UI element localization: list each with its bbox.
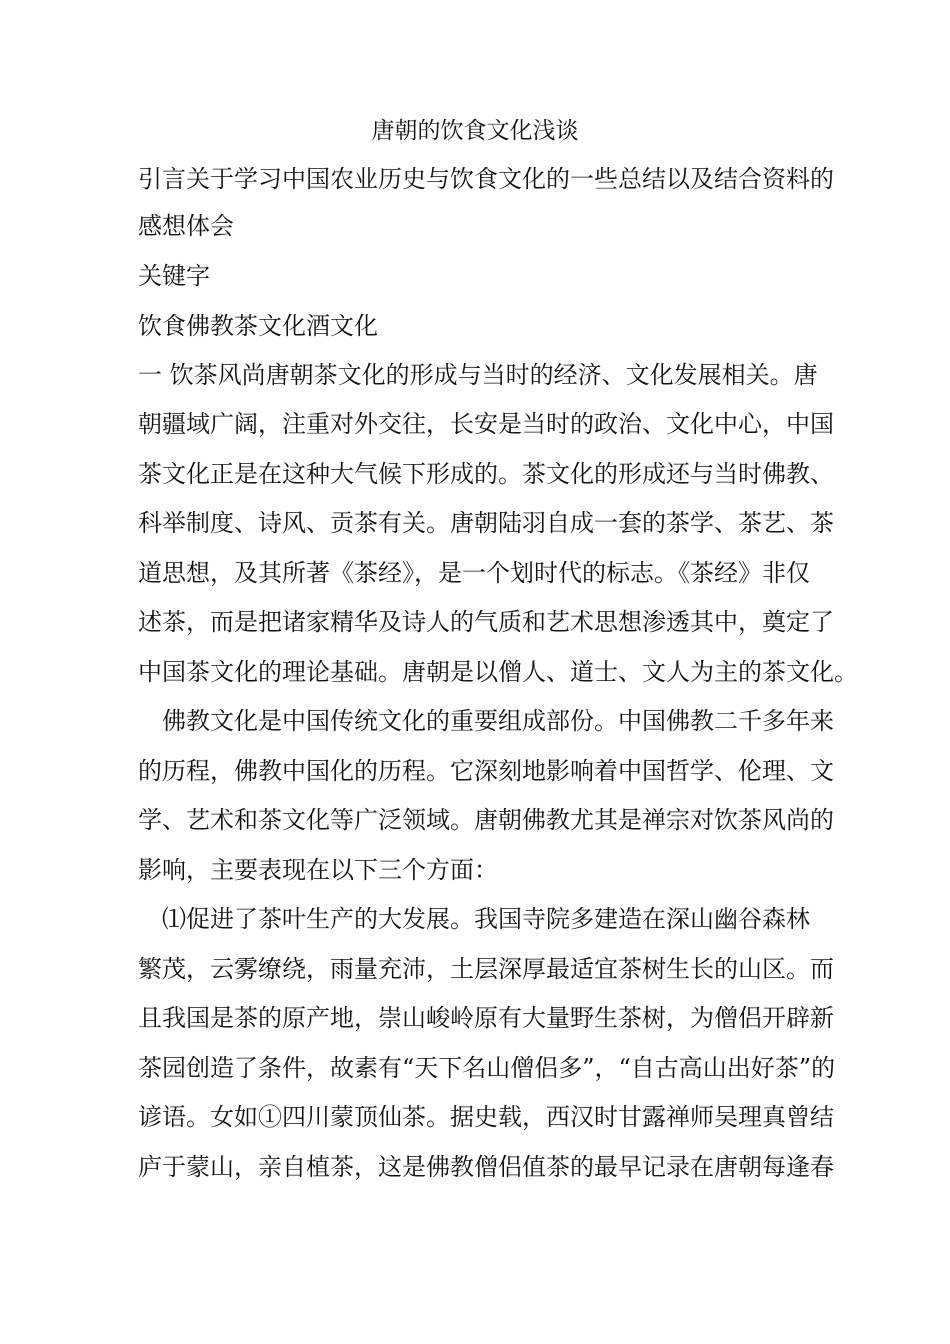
- text-line: 的历程，佛教中国化的历程。它深刻地影响着中国哲学、伦理、文: [138, 757, 834, 785]
- document-title: 唐朝的饮食文化浅谈: [371, 118, 579, 144]
- text-line: 繁茂，云雾缭绕，雨量充沛，土层深厚最适宜茶树生长的山区。而: [138, 955, 834, 983]
- text-line: 关键字: [138, 262, 210, 290]
- text-line: 影响，主要表现在以下三个方面：: [138, 856, 498, 884]
- text-line: 科举制度、诗风、贡茶有关。唐朝陆羽自成一套的茶学、茶艺、茶: [138, 509, 834, 537]
- text-line: 庐于蒙山，亲自植茶，这是佛教僧侣值茶的最早记录在唐朝每逢春: [138, 1153, 834, 1181]
- text-line: 且我国是茶的原产地，崇山峻岭原有大量野生茶树，为僧侣开辟新: [138, 1004, 834, 1032]
- text-line: 一 饮茶风尚唐朝茶文化的形成与当时的经济、文化发展相关。唐: [138, 361, 818, 389]
- text-line: 感想体会: [138, 212, 234, 240]
- text-line: 饮食佛教茶文化酒文化: [138, 312, 378, 340]
- text-line: 引言关于学习中国农业历史与饮食文化的一些总结以及结合资料的: [138, 165, 834, 193]
- text-line: 述茶，而是把诸家精华及诗人的气质和艺术思想渗透其中，奠定了: [138, 608, 834, 636]
- text-line: 中国茶文化的理论基础。唐朝是以僧人、道士、文人为主的茶文化。: [138, 658, 858, 686]
- text-line: 佛教文化是中国传统文化的重要组成部份。中国佛教二千多年来: [162, 707, 834, 735]
- text-line: 学、艺术和茶文化等广泛领域。唐朝佛教尤其是禅宗对饮茶风尚的: [138, 806, 834, 834]
- text-line: 茶文化正是在这种大气候下形成的。茶文化的形成还与当时佛教、: [138, 460, 834, 488]
- text-line: ⑴促进了茶叶生产的大发展。我国寺院多建造在深山幽谷森林: [162, 905, 810, 933]
- text-line: 道思想，及其所著《茶经》，是一个划时代的标志。《茶经》非仅: [138, 559, 810, 587]
- text-line: 茶园创造了条件，故素有“天下名山僧侣多”，“自古高山出好茶”的: [138, 1054, 836, 1082]
- text-line: 谚语。女如①四川蒙顶仙茶。据史载，西汉时甘露禅师吴理真曾结: [138, 1103, 834, 1131]
- text-line: 朝疆域广阔，注重对外交往，长安是当时的政治、文化中心，中国: [138, 410, 834, 438]
